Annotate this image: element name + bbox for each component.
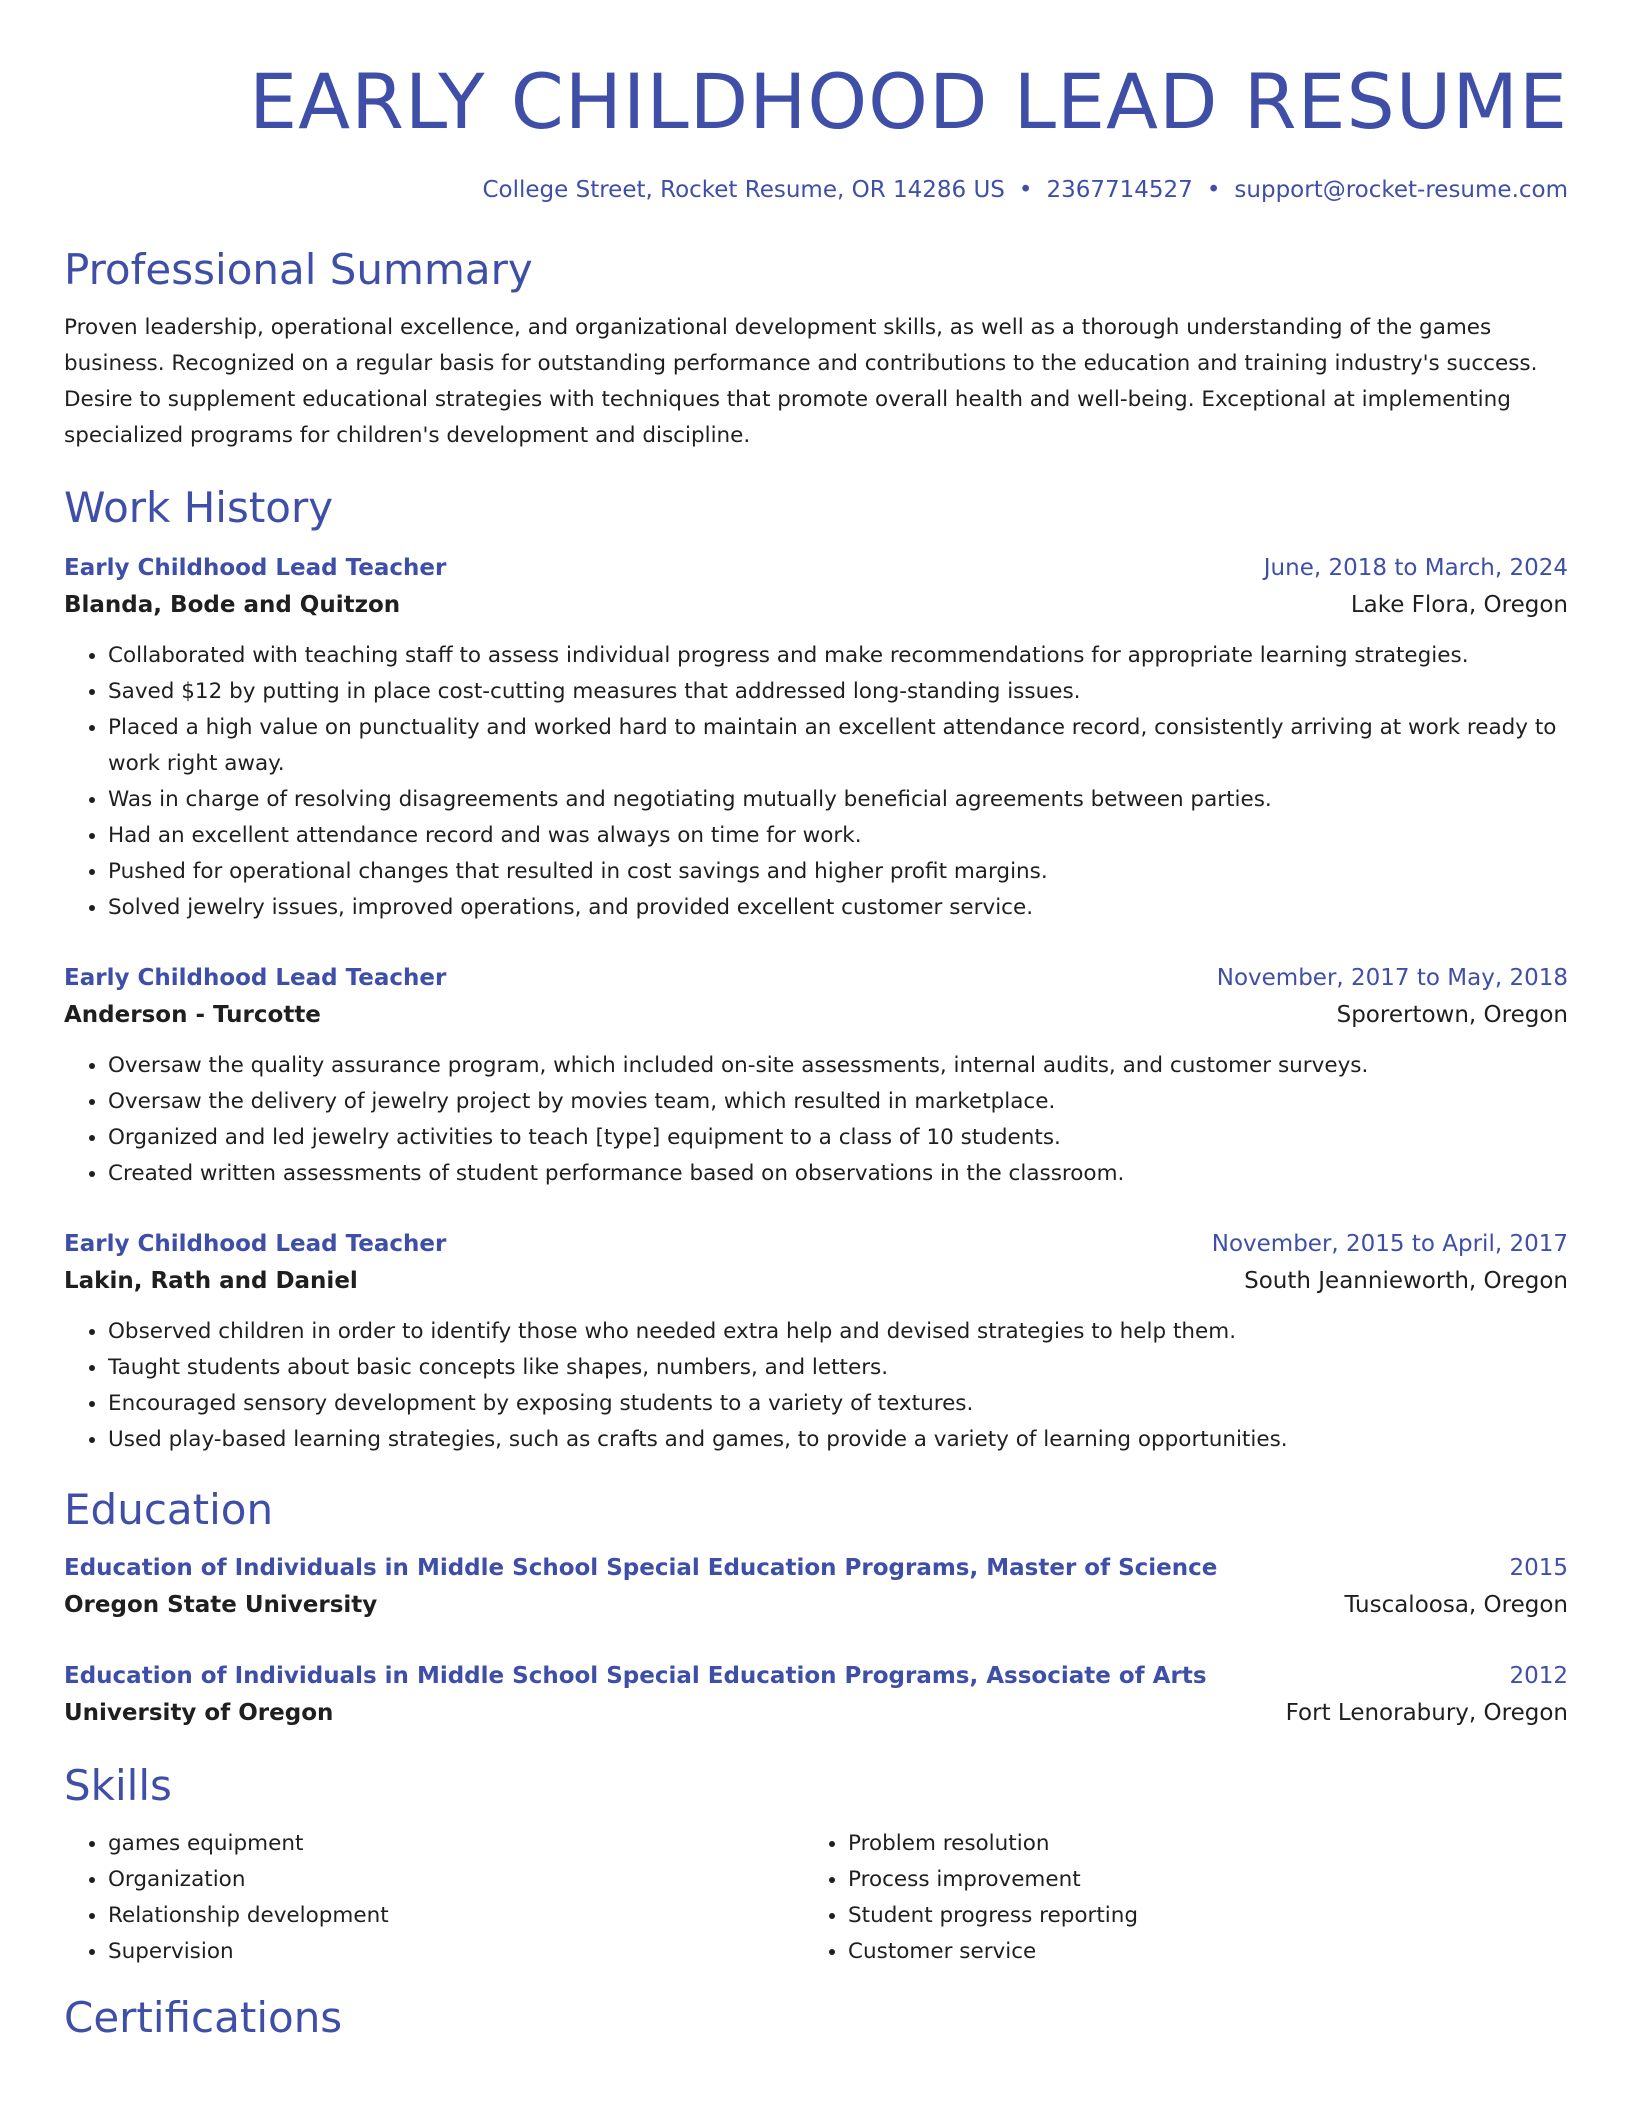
job-bullet: • Encouraged sensory development by exposing students to a variety of textures. (108, 1386, 1568, 1422)
summary-heading: Professional Summary (64, 245, 533, 294)
job-dates: November, 2015 to April, 2017 (1211, 1231, 1568, 1257)
job-location: Lake Flora, Oregon (1350, 592, 1568, 618)
job-bullet: • Saved $12 by putting in place cost-cutting measures that addressed long-standing issues. (108, 674, 1568, 710)
skill-item: • Supervision (108, 1934, 804, 1970)
job-bullet: • Observed children in order to identify those who needed extra help and devised strategies to help them. (108, 1314, 1568, 1350)
job-bullet: • Solved jewelry issues, improved operations, and provided excellent customer service. (108, 890, 1568, 926)
skill-item: • Problem resolution (848, 1826, 1544, 1862)
job-title: Early Childhood Lead Teacher (64, 555, 447, 581)
job-bullet: • Used play-based learning strategies, such as crafts and games, to provide a variety of learning opportunities. (108, 1422, 1568, 1458)
contact-line (64, 174, 1568, 206)
skill-item: • Student progress reporting (848, 1898, 1544, 1934)
job-bullet: • Pushed for operational changes that resulted in cost savings and higher profit margins. (108, 854, 1568, 890)
job-dates: June, 2018 to March, 2024 (1263, 555, 1568, 581)
work-entry-employer-row (64, 1262, 1568, 1300)
school-location: Tuscaloosa, Oregon (1344, 1592, 1568, 1618)
education-degree-row (64, 1550, 1568, 1586)
education-school-row (64, 1694, 1568, 1732)
contact-phone: 2367714527 (1046, 177, 1193, 203)
job-dates: November, 2017 to May, 2018 (1216, 965, 1568, 991)
job-title: Early Childhood Lead Teacher (64, 1231, 447, 1257)
skills-grid (64, 1826, 1568, 1970)
skill-item: • Organization (108, 1862, 804, 1898)
job-location: Sporertown, Oregon (1336, 1002, 1568, 1028)
job-bullet: • Oversaw the quality assurance program, which included on-site assessments, internal audits, and customer surveys. (108, 1048, 1568, 1084)
education-heading: Education (64, 1485, 274, 1534)
contact-separator: • (1206, 177, 1221, 203)
education-entry (64, 1550, 1568, 1624)
graduation-year: 2015 (1509, 1555, 1568, 1581)
skills-heading: Skills (64, 1761, 172, 1810)
work-history-heading: Work History (64, 483, 334, 532)
skill-item: • Relationship development (108, 1898, 804, 1934)
education-degree-row (64, 1658, 1568, 1694)
employer-name: Lakin, Rath and Daniel (64, 1268, 358, 1294)
school-name: University of Oregon (64, 1700, 334, 1726)
work-entry-employer-row (64, 996, 1568, 1034)
job-bullet: • Had an excellent attendance record and was always on time for work. (108, 818, 1568, 854)
job-bullet: • Was in charge of resolving disagreements and negotiating mutually beneficial agreements between parties. (108, 782, 1568, 818)
skills-column-right (804, 1826, 1544, 1970)
resume-name: EARLY CHILDHOOD LEAD RESUME (249, 57, 1568, 146)
job-bullet: • Oversaw the delivery of jewelry project by movies team, which resulted in marketplace. (108, 1084, 1568, 1120)
job-bullet: • Organized and led jewelry activities to teach [type] equipment to a class of 10 students. (108, 1120, 1568, 1156)
job-location: South Jeannieworth, Oregon (1244, 1268, 1568, 1294)
degree-name: Education of Individuals in Middle School Special Education Programs, Master of Science (64, 1555, 1218, 1581)
education-school-row (64, 1586, 1568, 1624)
skill-item: • games equipment (108, 1826, 804, 1862)
contact-email: support@rocket-resume.com (1234, 177, 1568, 203)
school-name: Oregon State University (64, 1592, 378, 1618)
skill-item: • Customer service (848, 1934, 1544, 1970)
skill-item: • Process improvement (848, 1862, 1544, 1898)
employer-name: Blanda, Bode and Quitzon (64, 592, 401, 618)
work-entry-title-row (64, 1226, 1568, 1262)
work-entry-title-row (64, 550, 1568, 586)
contact-separator: • (1018, 177, 1033, 203)
school-location: Fort Lenorabury, Oregon (1285, 1700, 1568, 1726)
job-title: Early Childhood Lead Teacher (64, 965, 447, 991)
job-bullets (64, 1048, 1568, 1192)
job-bullet: • Taught students about basic concepts like shapes, numbers, and letters. (108, 1350, 1568, 1386)
contact-address: College Street, Rocket Resume, OR 14286 US (482, 177, 1005, 203)
job-bullet: • Created written assessments of student performance based on observations in the classroom. (108, 1156, 1568, 1192)
graduation-year: 2012 (1509, 1663, 1568, 1689)
resume-header (64, 0, 1568, 206)
skills-column-left (64, 1826, 804, 1970)
summary-text: Proven leadership, operational excellence, and organizational development skills, as well as a thorough understanding of the games business. Recognized on a regular basis for outstanding performance and contributions to the education and training industry's success. Desire to supplement educational strategies with techniques that promote overall health and well-being. Exceptional at implementing specialized programs for children's development and discipline. (64, 315, 1538, 448)
work-entry (64, 1226, 1568, 1458)
job-bullets (64, 638, 1568, 926)
work-entry (64, 960, 1568, 1192)
employer-name: Anderson - Turcotte (64, 1002, 321, 1028)
degree-name: Education of Individuals in Middle School Special Education Programs, Associate of Arts (64, 1663, 1207, 1689)
certifications-heading: Certifications (64, 1993, 343, 2042)
work-entry (64, 550, 1568, 926)
work-entry-employer-row (64, 586, 1568, 624)
work-entry-title-row (64, 960, 1568, 996)
job-bullets (64, 1314, 1568, 1458)
education-entry (64, 1658, 1568, 1732)
job-bullet: • Collaborated with teaching staff to assess individual progress and make recommendations for appropriate learning strategies. (108, 638, 1568, 674)
job-bullet: • Placed a high value on punctuality and worked hard to maintain an excellent attendance record, consistently arriving at work ready to work right away. (108, 710, 1568, 782)
